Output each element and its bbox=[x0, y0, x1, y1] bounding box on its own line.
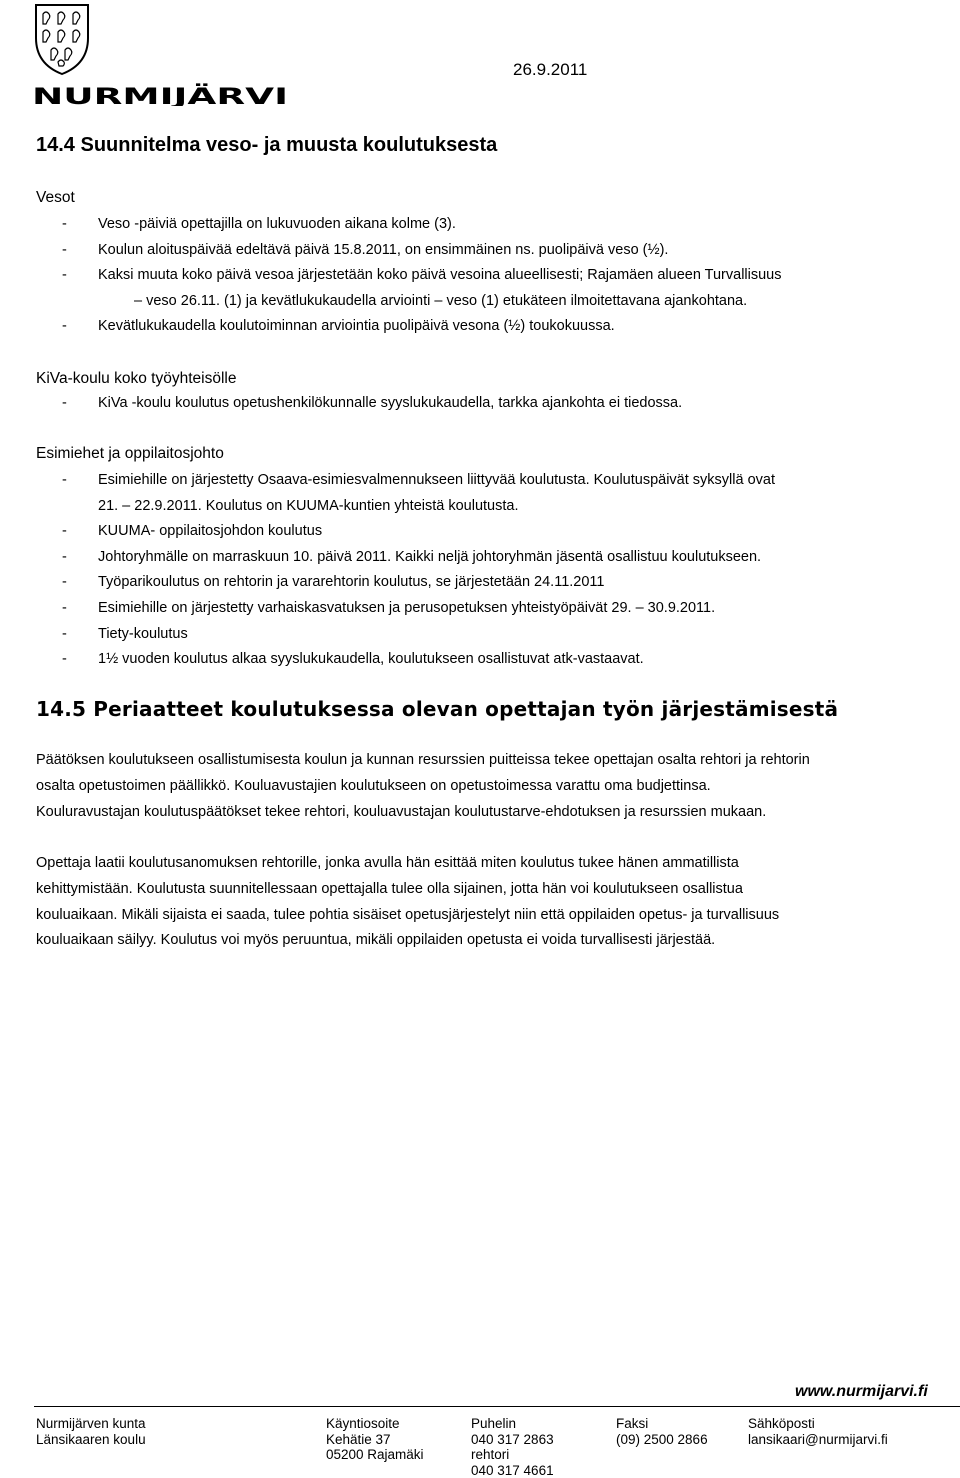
footer-value: Kehätie 37 bbox=[326, 1432, 424, 1448]
website-link[interactable]: www.nurmijarvi.fi bbox=[795, 1383, 928, 1401]
paragraph-line: Opettaja laatii koulutusanomuksen rehtorille, jonka avulla hän esittää miten koulutus tukee hänen ammatillista bbox=[36, 851, 946, 877]
footer-label: Puhelin bbox=[471, 1416, 554, 1432]
list-item: - Esimiehille on järjestetty varhaiskasvatuksen ja perusopetuksen yhteistyöpäivät 29. – 30.9.2011. bbox=[0, 596, 940, 622]
footer-value: 05200 Rajamäki bbox=[326, 1447, 424, 1463]
list-item: - Tiety-koulutus bbox=[0, 622, 940, 648]
coat-of-arms-icon bbox=[32, 2, 290, 106]
list-item: - Koulun aloituspäivää edeltävä päivä 15.8.2011, on ensimmäinen ns. puolipäivä veso (½). bbox=[0, 238, 936, 264]
list-item: - KUUMA- oppilaitosjohdon koulutus bbox=[0, 519, 940, 545]
list-item: - KiVa -koulu koulutus opetushenkilökunnalle syyslukukaudella, tarkka ajankohta ei tiedossa. bbox=[0, 391, 940, 417]
list-item: - Johtoryhmälle on marraskuun 10. päivä 2011. Kaikki neljä johtoryhmän jäsentä osallistuu koulutukseen. bbox=[0, 545, 940, 571]
list-item: - Kevätlukukaudella koulutoiminnan arviointia puolipäivä vesona (½) toukokuussa. bbox=[0, 314, 936, 340]
paragraph bbox=[36, 748, 946, 825]
list-item: - Esimiehille on järjestetty Osaava-esimiesvalmennukseen liittyvää koulutusta. Koulutuspäivät syksyllä ovat bbox=[0, 468, 940, 494]
footer-label: Faksi bbox=[616, 1416, 708, 1432]
paragraph bbox=[36, 851, 946, 954]
paragraph-line: kouluaikaan säilyy. Koulutus voi myös peruuntua, mikäli oppilaiden opetusta ei voida turvallisesti järjestää. bbox=[36, 928, 946, 954]
footer-label: Käyntiosoite bbox=[326, 1416, 424, 1432]
municipality-logo bbox=[32, 2, 290, 106]
list-item-continuation: 21. – 22.9.2011. Koulutus on KUUMA-kuntien yhteistä koulutusta. bbox=[0, 494, 940, 520]
footer-visit-address bbox=[326, 1416, 424, 1463]
footer-value: (09) 2500 2866 bbox=[616, 1432, 708, 1448]
vesot-heading: Vesot bbox=[36, 189, 936, 207]
kiva-heading: KiVa-koulu koko työyhteisölle bbox=[36, 370, 236, 388]
footer-fax bbox=[616, 1416, 708, 1447]
paragraph-line: osalta opetustoimen päällikkö. Kouluavustajien koulutukseen on opetustoimessa varattu oma budjettinsa. bbox=[36, 774, 946, 800]
footer-org-name: Nurmijärven kunta bbox=[36, 1416, 146, 1432]
vesot-list bbox=[36, 212, 936, 340]
footer-value: 040 317 2863 bbox=[471, 1432, 554, 1448]
esimiehet-list bbox=[0, 468, 940, 673]
footer-email-link[interactable]: lansikaari@nurmijarvi.fi bbox=[748, 1432, 888, 1448]
list-item: - Veso -päiviä opettajilla on lukuvuoden aikana kolme (3). bbox=[0, 212, 936, 238]
footer-value: 040 317 4661 bbox=[471, 1463, 554, 1478]
logo-wordmark: NURMIJÄRVI bbox=[32, 84, 288, 106]
footer-label: rehtori bbox=[471, 1447, 554, 1463]
list-item: - Työparikoulutus on rehtorin ja vararehtorin koulutus, se järjestetään 24.11.2011 bbox=[0, 570, 940, 596]
paragraph-line: Kouluravustajan koulutuspäätökset tekee rehtori, kouluavustajan koulutustarve-ehdotuksen ja resurssien mukaan. bbox=[36, 800, 946, 826]
kiva-list bbox=[0, 391, 940, 417]
list-item: - Kaksi muuta koko päivä vesoa järjestetään koko päivä vesoina alueellisesti; Rajamäen alueen Turvallisuus bbox=[0, 263, 936, 289]
paragraph-line: kouluaikaan. Mikäli sijaista ei saada, tulee pohtia sisäiset opetusjärjestelyt niin että oppilaiden opetus- ja turvallisuus bbox=[36, 903, 946, 929]
footer-org bbox=[36, 1416, 146, 1447]
list-item-continuation: – veso 26.11. (1) ja kevätlukukaudella arviointi – veso (1) etukäteen ilmoitettavana ajankohtana. bbox=[0, 289, 936, 315]
document-date: 26.9.2011 bbox=[513, 60, 587, 80]
footer-school-name: Länsikaaren koulu bbox=[36, 1432, 146, 1448]
esimiehet-heading: Esimiehet ja oppilaitosjohto bbox=[36, 445, 224, 463]
paragraph-line: kehittymistään. Koulutusta suunnitellessaan opettajalla tulee olla sijainen, jotta hän voi koulutukseen osallistua bbox=[36, 877, 946, 903]
footer-divider bbox=[34, 1406, 960, 1407]
vesot-section bbox=[36, 189, 936, 207]
section-14-5-title: 14.5 Periaatteet koulutuksessa olevan opettajan työn järjestämisestä bbox=[36, 697, 838, 721]
footer-phone bbox=[471, 1416, 554, 1478]
footer-label: Sähköposti bbox=[748, 1416, 888, 1432]
section-14-4-title: 14.4 Suunnitelma veso- ja muusta koulutuksesta bbox=[36, 134, 497, 157]
list-item: - 1½ vuoden koulutus alkaa syyslukukaudella, koulutukseen osallistuvat atk-vastaavat. bbox=[0, 647, 940, 673]
footer-email bbox=[748, 1416, 888, 1447]
paragraph-line: Päätöksen koulutukseen osallistumisesta koulun ja kunnan resurssien puitteissa tekee opettajan osalta rehtori ja rehtorin bbox=[36, 748, 946, 774]
